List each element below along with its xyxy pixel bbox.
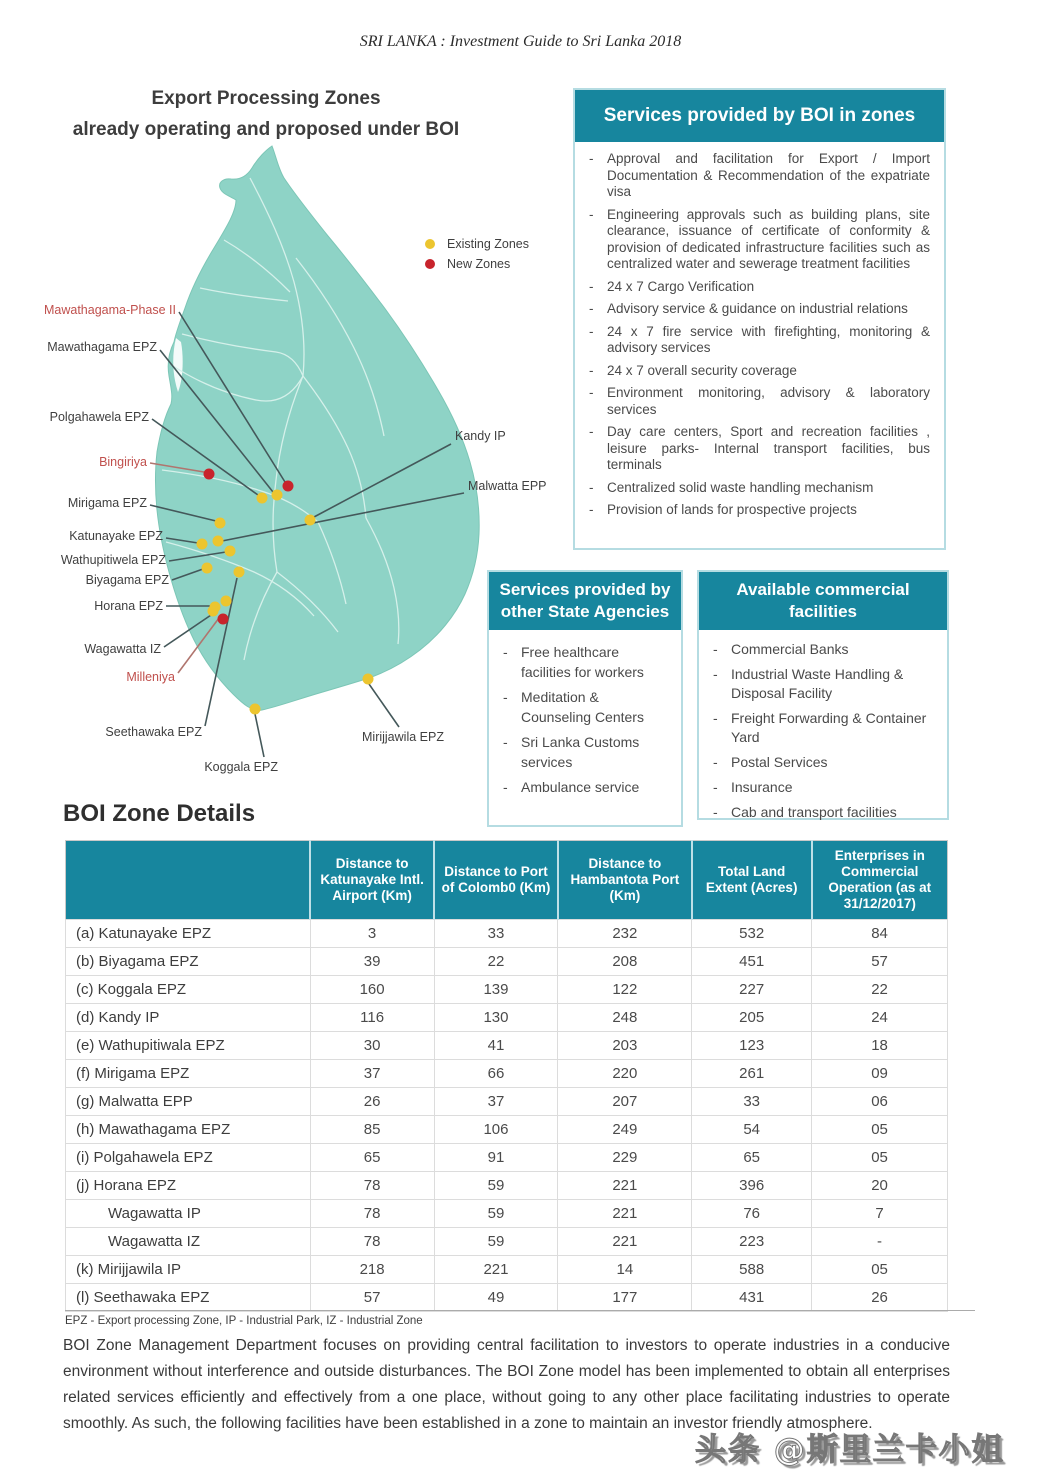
value-cell: 261 xyxy=(692,1060,812,1088)
value-cell: 116 xyxy=(310,1004,434,1032)
column-header xyxy=(66,841,311,920)
table-row xyxy=(66,1284,948,1312)
value-cell: 20 xyxy=(812,1172,948,1200)
value-cell: 49 xyxy=(434,1284,558,1312)
list-item: - Advisory service & guidance on industrial relations xyxy=(575,301,934,318)
value-cell: 78 xyxy=(310,1200,434,1228)
value-cell: 37 xyxy=(434,1088,558,1116)
value-cell: 41 xyxy=(434,1032,558,1060)
zone-name-cell: (i) Polgahawela EPZ xyxy=(66,1144,311,1172)
legend-label: Existing Zones xyxy=(447,237,529,251)
map-label: Mirigama EPZ xyxy=(67,496,147,510)
value-cell: 220 xyxy=(558,1060,692,1088)
section-heading: BOI Zone Details xyxy=(63,800,256,827)
zone-dot-icon xyxy=(213,536,224,547)
list-item: - Centralized solid waste handling mechanism xyxy=(575,480,934,497)
zone-name-cell: (h) Mawathagama EPZ xyxy=(66,1116,311,1144)
zone-dot-icon xyxy=(215,518,226,529)
zone-dot-icon xyxy=(283,481,294,492)
map-label: Koggala EPZ xyxy=(204,760,278,774)
table-row xyxy=(66,1256,948,1284)
value-cell: 05 xyxy=(812,1116,948,1144)
list-item: - 24 x 7 fire service with firefighting, monitoring & advisory services xyxy=(575,324,934,357)
value-cell: 106 xyxy=(434,1116,558,1144)
table-row xyxy=(66,1172,948,1200)
value-cell: 78 xyxy=(310,1228,434,1256)
zone-dot-icon xyxy=(363,674,374,685)
map-label: Katunayake EPZ xyxy=(69,529,163,543)
column-header: Total Land Extent (Acres) xyxy=(692,841,812,920)
value-cell: 76 xyxy=(692,1200,812,1228)
list-item: - Industrial Waste Handling & Disposal Facility xyxy=(699,665,937,703)
existing-zone-dot-icon xyxy=(425,239,435,249)
map-label: Milleniya xyxy=(126,670,175,684)
table-row xyxy=(66,1116,948,1144)
body-paragraph: BOI Zone Management Department focuses on providing central facilitation to investors to operate industries in a conducive environment without interference and outside disturbances. The BOI Zone model has been implemented to obtain all enterprises related services efficiently and effectively from a one place, without going to any other place facilitating industries to operate smoothly. As such, the following facilities have been established in a zone to maintain an investor friendly atmosphere. xyxy=(63,1337,950,1432)
column-header: Distance to Katunayake Intl. Airport (Km) xyxy=(310,841,434,920)
commercial-facilities-box xyxy=(697,570,949,820)
zone-name-cell: (d) Kandy IP xyxy=(66,1004,311,1032)
doc-header: SRI LANKA : Investment Guide to Sri Lanka 2018 xyxy=(359,33,682,50)
value-cell: 223 xyxy=(692,1228,812,1256)
list-item: - 24 x 7 overall security coverage xyxy=(575,363,934,380)
value-cell: 232 xyxy=(558,920,692,948)
value-cell: 54 xyxy=(692,1116,812,1144)
value-cell: 33 xyxy=(692,1088,812,1116)
value-cell: 205 xyxy=(692,1004,812,1032)
table-row xyxy=(66,1004,948,1032)
value-cell: 221 xyxy=(434,1256,558,1284)
state-agencies-box xyxy=(487,570,683,827)
list-item: - Insurance xyxy=(699,778,937,797)
value-cell: 65 xyxy=(692,1144,812,1172)
zone-dot-icon xyxy=(204,469,215,480)
value-cell: 26 xyxy=(310,1088,434,1116)
map-label: Mawathagama EPZ xyxy=(47,340,157,354)
value-cell: 229 xyxy=(558,1144,692,1172)
value-cell: 218 xyxy=(310,1256,434,1284)
list-item: - Cab and transport facilities xyxy=(699,803,937,822)
table-row xyxy=(66,1032,948,1060)
zone-name-cell: (g) Malwatta EPP xyxy=(66,1088,311,1116)
list-item: - Ambulance service xyxy=(489,777,671,797)
value-cell: 85 xyxy=(310,1116,434,1144)
watermark: 头条 @斯里兰卡小姐 xyxy=(695,1432,1005,1468)
column-header: Enterprises in Commercial Operation (as at 31/12/2017) xyxy=(812,841,948,920)
zone-name-cell: (b) Biyagama EPZ xyxy=(66,948,311,976)
value-cell: 532 xyxy=(692,920,812,948)
column-header: Distance to Port of Colomb0 (Km) xyxy=(434,841,558,920)
map-legend xyxy=(425,234,529,274)
table-body xyxy=(66,920,948,1312)
value-cell: 78 xyxy=(310,1172,434,1200)
value-cell: 451 xyxy=(692,948,812,976)
map-label: Wathupitiwela EPZ xyxy=(60,553,166,567)
value-cell: 203 xyxy=(558,1032,692,1060)
value-cell: 588 xyxy=(692,1256,812,1284)
table-row xyxy=(66,1060,948,1088)
zone-name-cell: (c) Koggala EPZ xyxy=(66,976,311,1004)
value-cell: 130 xyxy=(434,1004,558,1032)
value-cell: 26 xyxy=(812,1284,948,1312)
value-cell: 65 xyxy=(310,1144,434,1172)
list-item: - Day care centers, Sport and recreation facilities , leisure parks- Internal transport facilities, bus terminals xyxy=(575,424,934,474)
value-cell: 207 xyxy=(558,1088,692,1116)
state-agencies-list xyxy=(489,642,681,797)
value-cell: 24 xyxy=(812,1004,948,1032)
value-cell: 84 xyxy=(812,920,948,948)
map-label: Seethawaka EPZ xyxy=(105,725,202,739)
value-cell: 59 xyxy=(434,1228,558,1256)
legend-label: New Zones xyxy=(447,257,511,271)
list-item: - Freight Forwarding & Container Yard xyxy=(699,709,937,747)
list-item: - Environment monitoring, advisory & laboratory services xyxy=(575,385,934,418)
value-cell: 59 xyxy=(434,1200,558,1228)
value-cell: 05 xyxy=(812,1256,948,1284)
value-cell: 06 xyxy=(812,1088,948,1116)
zone-dot-icon xyxy=(305,515,316,526)
value-cell: 59 xyxy=(434,1172,558,1200)
value-cell: 160 xyxy=(310,976,434,1004)
list-item: - Meditation & Counseling Centers xyxy=(489,687,671,727)
map-title-line1: Export Processing Zones xyxy=(151,88,381,109)
zone-name-cell: (l) Seethawaka EPZ xyxy=(66,1284,311,1312)
list-item: - Free healthcare facilities for workers xyxy=(489,642,671,682)
island-shape xyxy=(156,146,480,710)
value-cell: 227 xyxy=(692,976,812,1004)
leader-line xyxy=(369,684,399,727)
value-cell: 3 xyxy=(310,920,434,948)
boi-services-list xyxy=(575,151,944,519)
value-cell: 221 xyxy=(558,1200,692,1228)
zone-dot-icon xyxy=(257,493,268,504)
zone-name-cell: (k) Mirijjawila IP xyxy=(66,1256,311,1284)
leader-line xyxy=(255,714,264,757)
column-header: Distance to Hambantota Port (Km) xyxy=(558,841,692,920)
map-label: Bingiriya xyxy=(99,455,147,469)
map-label: Horana EPZ xyxy=(94,599,163,613)
box-title: Services provided by BOI in zones xyxy=(575,90,944,142)
value-cell: 221 xyxy=(558,1228,692,1256)
map-label: Mawathagama-Phase II xyxy=(43,303,176,317)
table-row xyxy=(66,948,948,976)
value-cell: 22 xyxy=(812,976,948,1004)
zone-name-cell: Wagawatta IZ xyxy=(66,1228,311,1256)
list-item: - Postal Services xyxy=(699,753,937,772)
zone-dot-icon xyxy=(197,539,208,550)
list-item: - Engineering approvals such as building plans, site clearance, issuance of certificate of conformity & provision of dedicated infrastructure facilities such as centralized water and sewerage treatment facilities xyxy=(575,207,934,273)
zone-details-table xyxy=(65,840,948,1312)
list-item: - 24 x 7 Cargo Verification xyxy=(575,279,934,296)
table-row xyxy=(66,1144,948,1172)
value-cell: 37 xyxy=(310,1060,434,1088)
value-cell: 396 xyxy=(692,1172,812,1200)
table-row xyxy=(66,920,948,948)
value-cell: 66 xyxy=(434,1060,558,1088)
table-footnote: EPZ - Export processing Zone, IP - Industrial Park, IZ - Industrial Zone xyxy=(65,1310,975,1327)
value-cell: 22 xyxy=(434,948,558,976)
value-cell: 249 xyxy=(558,1116,692,1144)
map-label: Kandy IP xyxy=(455,429,506,443)
map-label: Biyagama EPZ xyxy=(85,573,169,587)
map-label: Wagawatta IZ xyxy=(84,642,161,656)
list-item: - Approval and facilitation for Export / Import Documentation & Recommendation of the expatriate visa xyxy=(575,151,934,201)
list-item: - Sri Lanka Customs services xyxy=(489,732,671,772)
zone-name-cell: (j) Horana EPZ xyxy=(66,1172,311,1200)
value-cell: 57 xyxy=(310,1284,434,1312)
legend-item-new-zones xyxy=(425,254,529,274)
zone-name-cell: (f) Mirigama EPZ xyxy=(66,1060,311,1088)
commercial-facilities-list xyxy=(699,640,947,822)
map-label: Mirijjawila EPZ xyxy=(362,730,444,744)
box-title: Services provided by other State Agencies xyxy=(489,572,681,630)
value-cell: - xyxy=(812,1228,948,1256)
zone-dot-icon xyxy=(221,596,232,607)
value-cell: 09 xyxy=(812,1060,948,1088)
zone-dot-icon xyxy=(234,567,245,578)
table-header xyxy=(66,841,948,920)
value-cell: 431 xyxy=(692,1284,812,1312)
value-cell: 33 xyxy=(434,920,558,948)
box-title: Available commercial facilities xyxy=(699,572,947,630)
map-label: Polgahawela EPZ xyxy=(49,410,149,424)
value-cell: 39 xyxy=(310,948,434,976)
table-row xyxy=(66,976,948,1004)
map-title-line2: already operating and proposed under BOI xyxy=(72,119,460,140)
zone-dot-icon xyxy=(225,546,236,557)
value-cell: 122 xyxy=(558,976,692,1004)
value-cell: 177 xyxy=(558,1284,692,1312)
table-row xyxy=(66,1228,948,1256)
value-cell: 18 xyxy=(812,1032,948,1060)
zone-dot-icon xyxy=(208,606,219,617)
map-label: Malwatta EPP xyxy=(468,479,547,493)
table-row xyxy=(66,1088,948,1116)
value-cell: 91 xyxy=(434,1144,558,1172)
map-title xyxy=(40,83,492,145)
value-cell: 14 xyxy=(558,1256,692,1284)
zone-name-cell: (a) Katunayake EPZ xyxy=(66,920,311,948)
value-cell: 30 xyxy=(310,1032,434,1060)
zone-name-cell: (e) Wathupitiwala EPZ xyxy=(66,1032,311,1060)
zone-dot-icon xyxy=(272,490,283,501)
zone-dot-icon xyxy=(250,704,261,715)
value-cell: 248 xyxy=(558,1004,692,1032)
legend-item-existing-zones xyxy=(425,234,529,254)
value-cell: 123 xyxy=(692,1032,812,1060)
value-cell: 208 xyxy=(558,948,692,976)
boi-services-box xyxy=(573,88,946,550)
list-item: - Provision of lands for prospective projects xyxy=(575,502,934,519)
value-cell: 7 xyxy=(812,1200,948,1228)
zone-dot-icon xyxy=(202,563,213,574)
table-row xyxy=(66,1200,948,1228)
list-item: - Commercial Banks xyxy=(699,640,937,659)
value-cell: 139 xyxy=(434,976,558,1004)
value-cell: 57 xyxy=(812,948,948,976)
value-cell: 221 xyxy=(558,1172,692,1200)
new-zone-dot-icon xyxy=(425,259,435,269)
value-cell: 05 xyxy=(812,1144,948,1172)
zone-dot-icon xyxy=(218,614,229,625)
zone-name-cell: Wagawatta IP xyxy=(66,1200,311,1228)
